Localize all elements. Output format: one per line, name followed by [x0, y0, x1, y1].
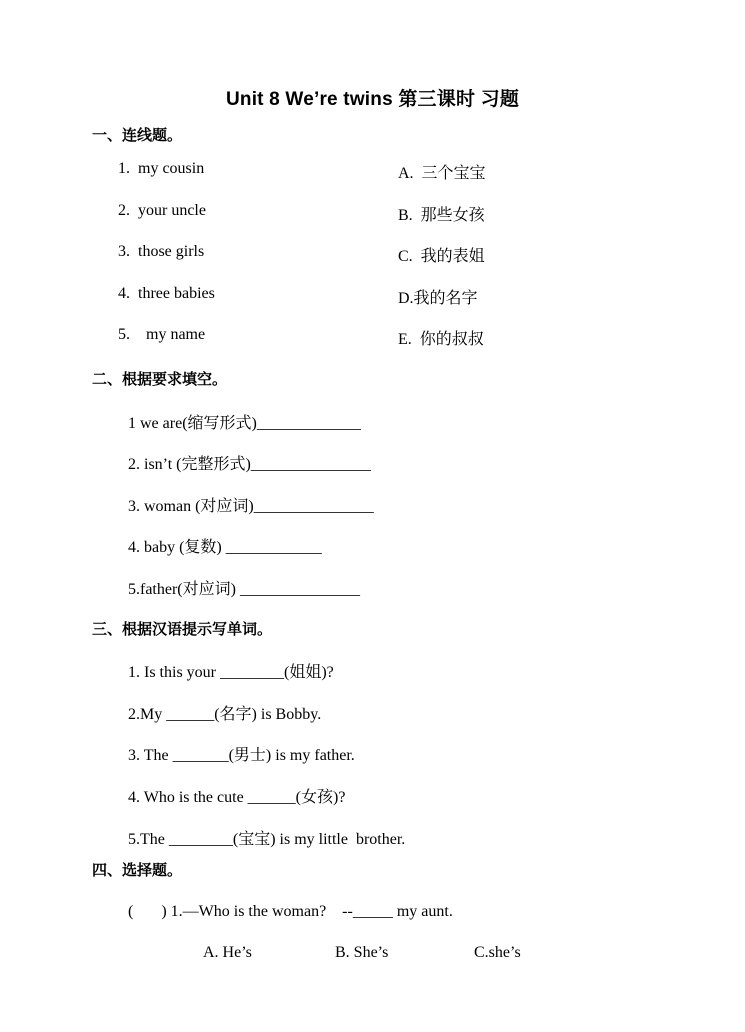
choice-question: ( ) 1.—Who is the woman? --_____ my aunt.: [128, 903, 453, 920]
word-item: 5.The ________(宝宝) is my little brother.: [128, 831, 406, 848]
fill-item: 1 we are(缩写形式)_____________: [128, 415, 361, 432]
section-1-heading: 一、连线题。: [92, 126, 183, 144]
section-3-heading: 三、根据汉语提示写单词。: [92, 620, 273, 638]
word-item: 2.My ______(名字) is Bobby.: [128, 706, 322, 723]
fill-item: 3. woman (对应词)_______________: [128, 498, 374, 515]
word-item: 3. The _______(男士) is my father.: [128, 747, 355, 764]
section-2-heading: 二、根据要求填空。: [92, 370, 228, 388]
match-left-item: 4. three babies: [118, 285, 215, 302]
section-4-heading: 四、选择题。: [92, 861, 183, 879]
match-right-item: C. 我的表姐: [398, 248, 485, 265]
match-right-item: A. 三个宝宝: [398, 165, 486, 182]
choice-option-b: B. She’s: [335, 944, 389, 961]
match-left-item: 1. my cousin: [118, 160, 205, 177]
match-left-item: 2. your uncle: [118, 202, 206, 219]
match-right-item: E. 你的叔叔: [398, 331, 484, 348]
choice-option-a: A. He’s: [203, 944, 252, 961]
match-left-item: 5. my name: [118, 326, 206, 343]
choice-option-c: C.she’s: [474, 944, 521, 961]
match-right-item: D.我的名字: [398, 290, 478, 307]
match-right-item: B. 那些女孩: [398, 207, 485, 224]
word-item: 4. Who is the cute ______(女孩)?: [128, 789, 346, 806]
match-left-item: 3. those girls: [118, 243, 205, 260]
fill-item: 4. baby (复数) ____________: [128, 539, 322, 556]
word-item: 1. Is this your ________(姐姐)?: [128, 664, 334, 681]
fill-item: 5.father(对应词) _______________: [128, 581, 360, 598]
page-title: Unit 8 We’re twins 第三课时 习题: [225, 89, 520, 110]
fill-item: 2. isn’t (完整形式)_______________: [128, 456, 371, 473]
